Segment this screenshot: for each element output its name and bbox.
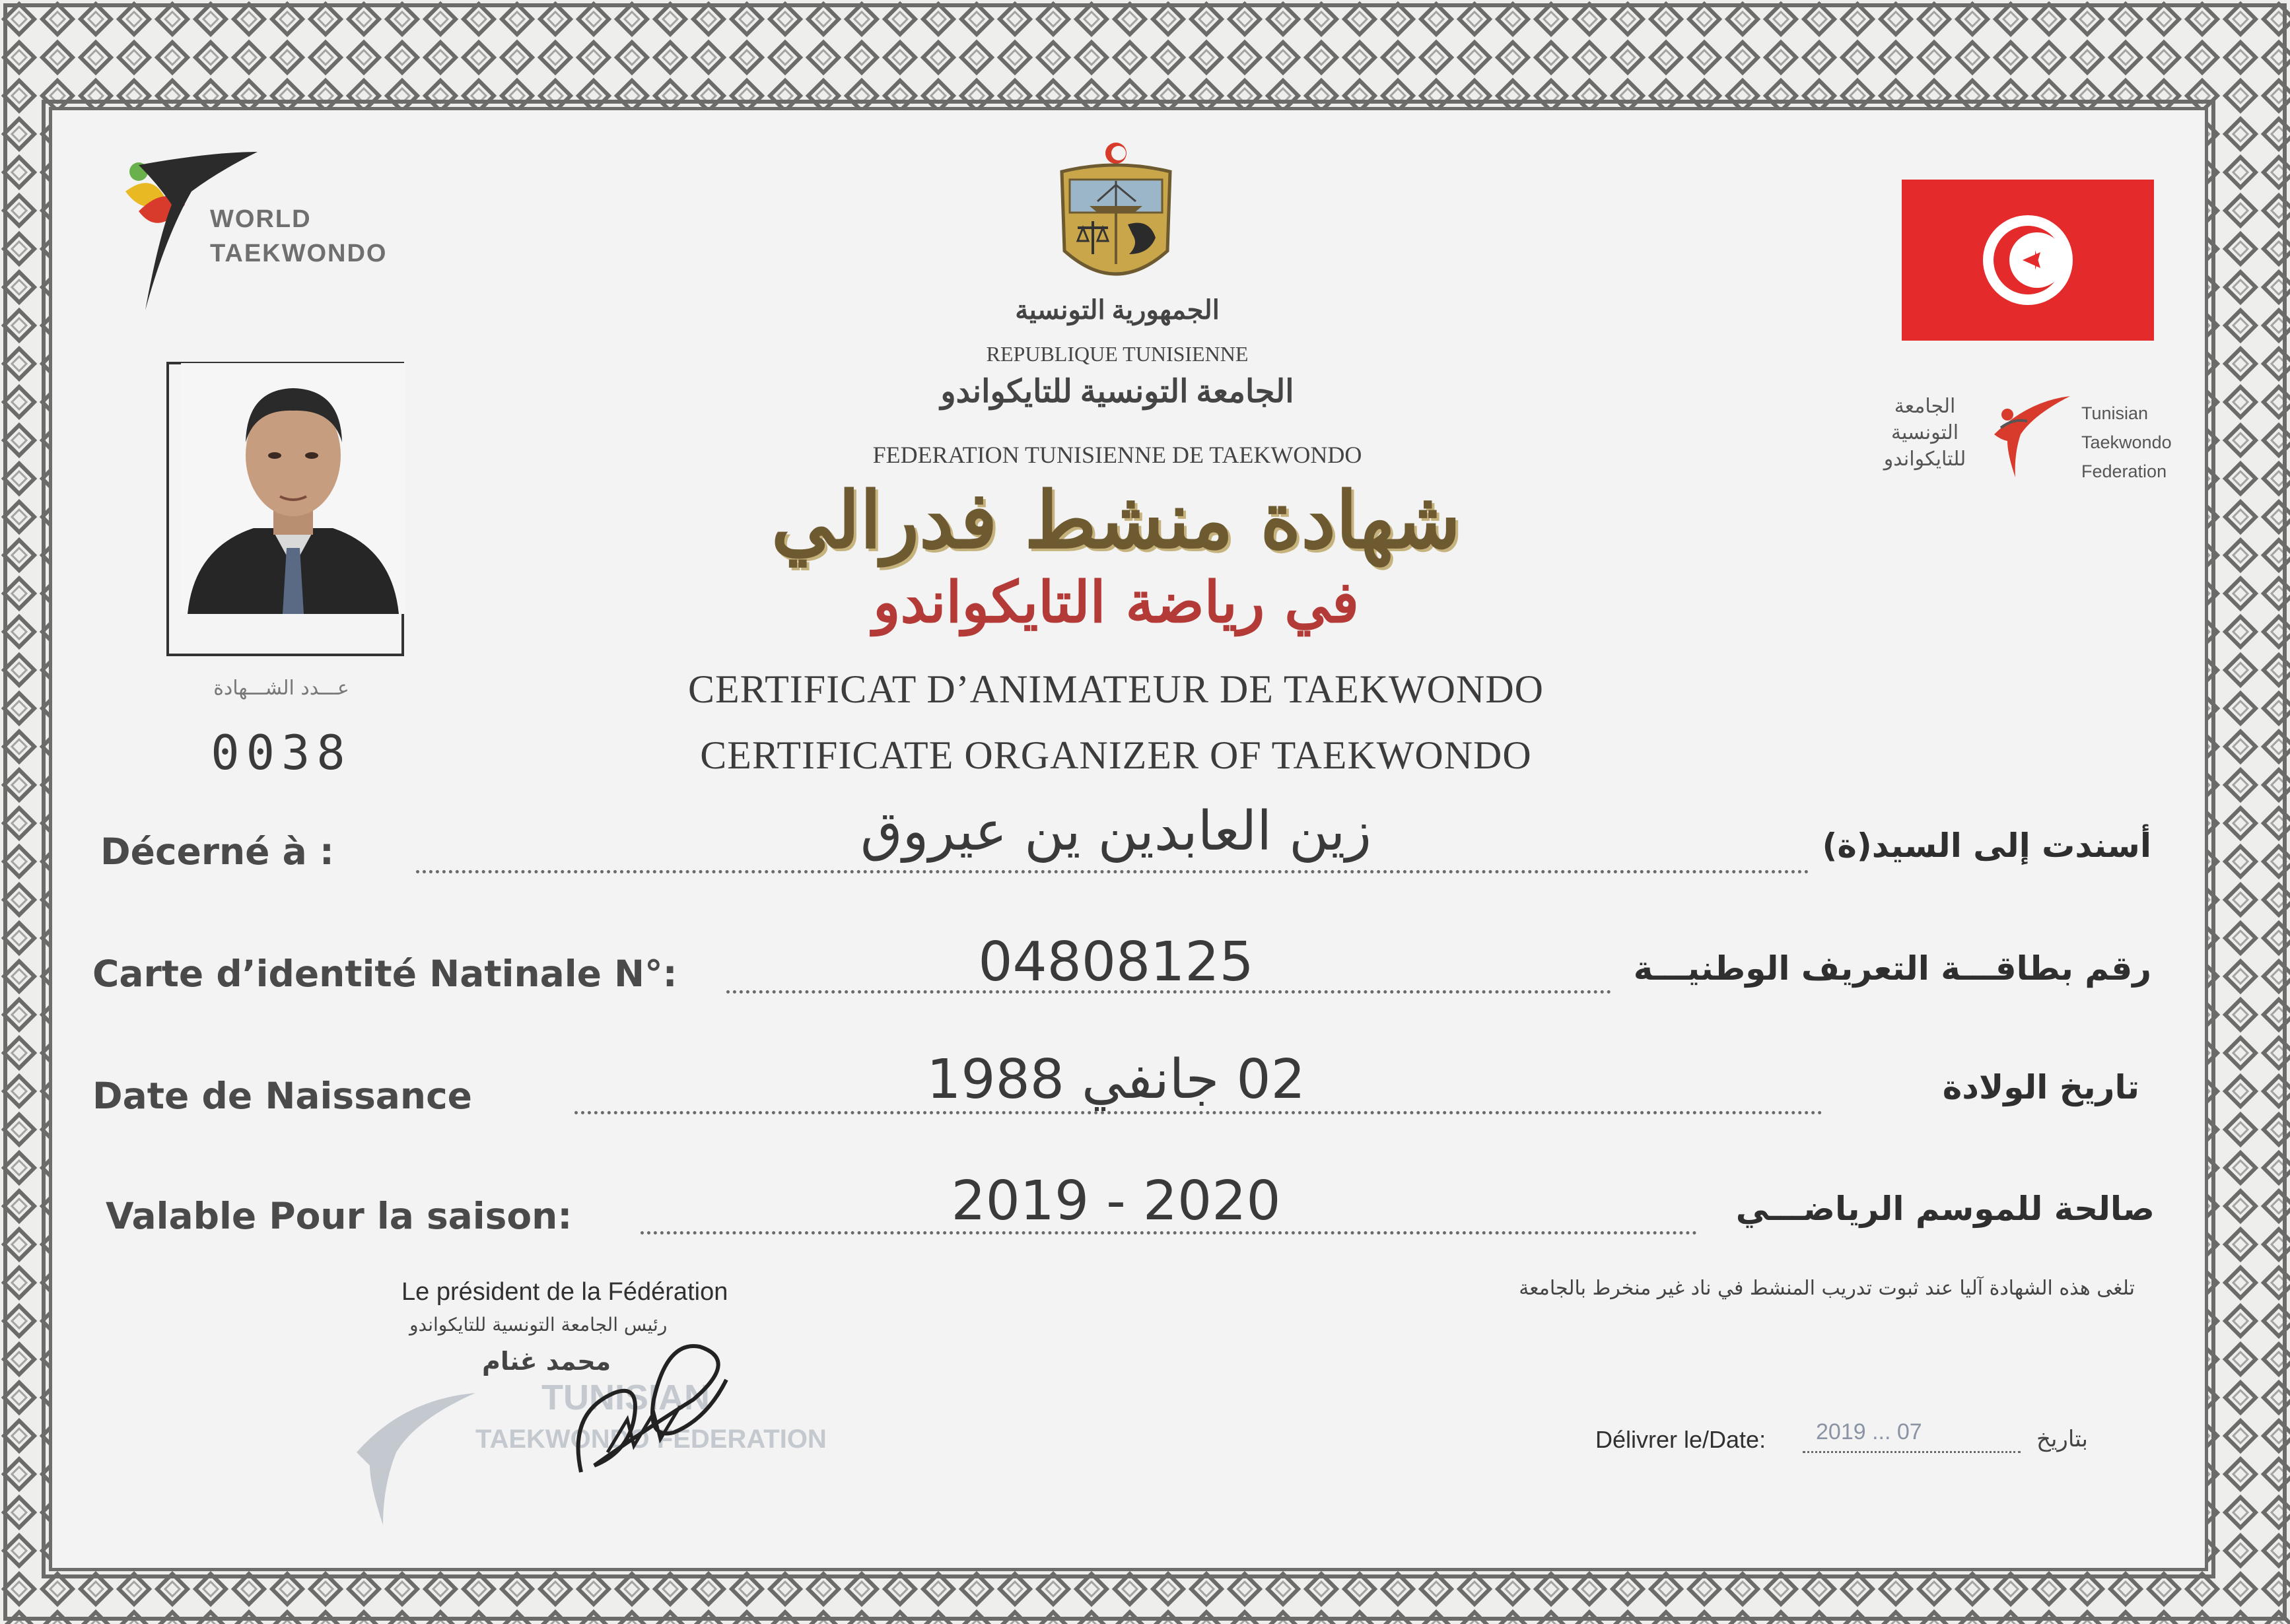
issue-date-label-ar: بتاريخ xyxy=(2036,1426,2088,1452)
ttf-ar-line3: للتايكواندو xyxy=(1883,448,1966,471)
holder-name-value: زين العابدين ين عيروق xyxy=(860,800,1371,863)
wt-word-world: WORLD xyxy=(210,205,312,233)
holder-photo xyxy=(181,350,405,627)
tunisia-flag xyxy=(1902,180,2154,341)
ttf-logo-text-en xyxy=(2081,399,2172,486)
ttf-logo-text-ar xyxy=(1862,393,1988,473)
stamp-line1: TUNISIAN xyxy=(541,1378,710,1417)
issue-date-value: 2019 ... 07 xyxy=(1816,1419,1922,1444)
republic-title-ar: الجمهورية التونسية xyxy=(1015,295,1220,325)
president-signature xyxy=(541,1320,753,1485)
republic-title-fr: REPUBLIQUE TUNISIENNE xyxy=(986,342,1249,366)
season-value: 2019 - 2020 xyxy=(951,1170,1281,1233)
birth-date-value: 02 جانفي 1988 xyxy=(926,1048,1305,1111)
ttf-en-line2: Taekwondo xyxy=(2081,432,2172,452)
dotted-line xyxy=(416,870,1809,873)
certificate-title-fr: CERTIFICAT D’ANIMATEUR DE TAEKWONDO xyxy=(688,667,1544,711)
ttf-ar-line1: الجامعة xyxy=(1894,395,1956,418)
certificate-title-en: CERTIFICATE ORGANIZER OF TAEKWONDO xyxy=(700,733,1532,777)
dotted-line xyxy=(574,1111,1822,1114)
certificate-number-label: عـــدد الشـــهادة xyxy=(213,677,349,700)
id-card-label-ar: رقم بطاقـــة التعريف الوطنيـــة xyxy=(1633,949,2151,988)
season-label-ar: صالحة للموسم الرياضـــي xyxy=(1735,1190,2155,1228)
certificate-number: 0038 xyxy=(211,725,352,780)
stamp-line2: TAEKWONDO FEDERATION xyxy=(475,1425,827,1454)
coat-of-arms-emblem xyxy=(1050,139,1182,297)
certificate-title-ar: شهادة منشط فدرالي xyxy=(771,474,1461,566)
id-card-number-value: 04808125 xyxy=(978,931,1254,994)
president-name-ar: محمد غنام xyxy=(482,1347,611,1376)
season-label-fr: Valable Pour la saison: xyxy=(106,1195,572,1237)
id-card-label-fr: Carte d’identité Natinale N°: xyxy=(92,953,677,995)
world-taekwondo-wordmark xyxy=(210,202,388,271)
cancellation-note-ar: تلغى هذه الشهادة آليا عند ثبوت تدريب المنشط في ناد غير منخرط بالجامعة xyxy=(1519,1277,2135,1300)
ttf-ar-line2: التونسية xyxy=(1891,421,1959,444)
ttf-en-line1: Tunisian xyxy=(2081,403,2149,423)
birth-date-label-fr: Date de Naissance xyxy=(92,1075,472,1117)
certificate-subtitle-ar: في رياضة التايكواندو xyxy=(872,569,1360,636)
birth-date-label-ar: تاريخ الولادة xyxy=(1942,1068,2139,1106)
issue-date-label-fr: Délivrer le/Date: xyxy=(1595,1426,1766,1453)
stamp-emblem xyxy=(343,1373,475,1525)
president-title-ar: رئيس الجامعة التونسية للتايكواندو xyxy=(409,1314,668,1336)
president-title-fr: Le président de la Fédération xyxy=(401,1278,728,1306)
federation-title-fr: FEDERATION TUNISIENNE DE TAEKWONDO xyxy=(872,442,1362,468)
federation-title-ar: الجامعة التونسية للتايكواندو xyxy=(940,374,1294,409)
awarded-to-label-fr: Décerné à : xyxy=(100,830,334,873)
ttf-logo-emblem xyxy=(1988,388,2073,481)
dotted-line xyxy=(1803,1451,2021,1453)
ttf-en-line3: Federation xyxy=(2081,461,2167,481)
awarded-to-label-ar: أسندت إلى السيد(ة) xyxy=(1822,827,2151,865)
wt-word-taekwondo: TAEKWONDO xyxy=(210,240,388,267)
